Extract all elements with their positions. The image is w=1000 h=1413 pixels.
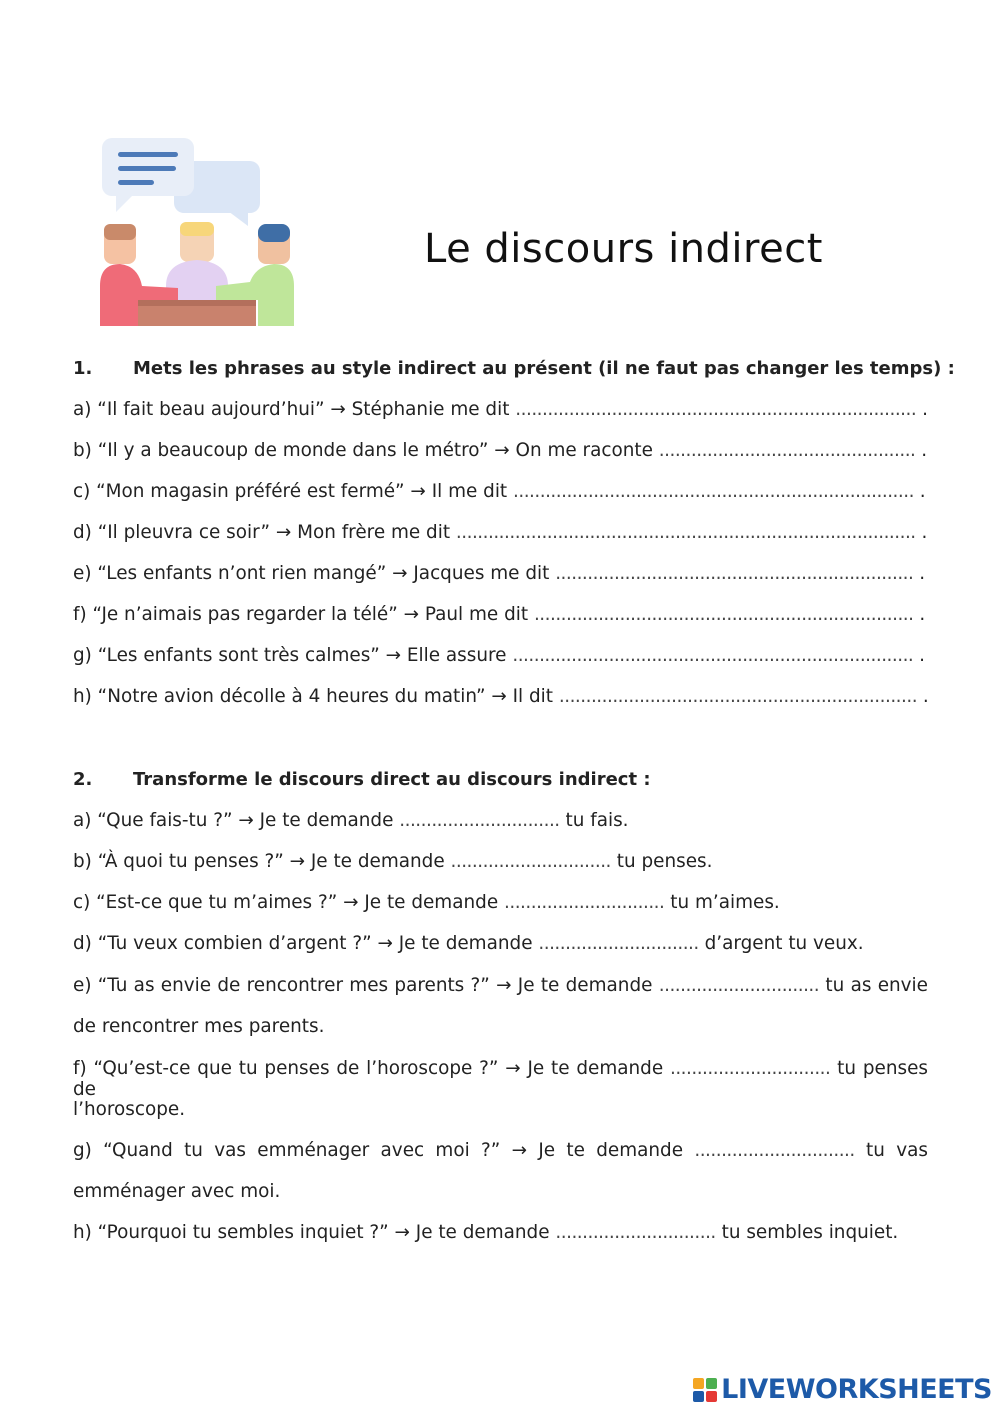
item-prefix: a) “Il fait beau aujourd’hui” → Stéphanie me dit [73, 399, 510, 420]
answer-blank[interactable]: ........................................................................... [515, 399, 917, 420]
item-suffix: tu fais. [559, 810, 629, 831]
item-prefix: d) “Tu veux combien d’argent ?” → Je te demande [73, 933, 533, 954]
item-suffix: tu m’aimes. [664, 892, 780, 913]
item-prefix: h) “Pourquoi tu sembles inquiet ?” → Je te demande [73, 1222, 550, 1243]
answer-blank[interactable]: ...................................................................................... [455, 522, 916, 543]
answer-blank[interactable]: .............................. [669, 1058, 831, 1079]
section1-item-h [73, 686, 928, 707]
section2-item-g-continuation: emménager avec moi. [73, 1181, 281, 1202]
section2-item-c [73, 892, 928, 913]
item-prefix: b) “À quoi tu penses ?” → Je te demande [73, 851, 445, 872]
item-suffix: . [917, 686, 929, 707]
liveworksheets-logo-icon [693, 1378, 717, 1402]
section2-heading-text: Transforme le discours direct au discours indirect : [133, 769, 651, 790]
item-suffix: . [916, 399, 928, 420]
page-title: Le discours indirect [424, 226, 823, 272]
answer-blank[interactable]: ................................................................... [558, 686, 918, 707]
item-suffix: . [913, 645, 925, 666]
section1-item-d [73, 522, 928, 543]
item-suffix: tu as envie [819, 975, 928, 996]
answer-blank[interactable]: ........................................................................... [512, 645, 914, 666]
answer-blank[interactable]: .............................. [538, 933, 699, 954]
answer-blank[interactable]: .............................. [658, 975, 820, 996]
item-prefix: e) “Tu as envie de rencontrer mes parents ?” → Je te demande [73, 975, 653, 996]
answer-blank[interactable]: .............................. [450, 851, 611, 872]
section2-item-g [73, 1140, 928, 1161]
answer-blank[interactable]: ................................................ [658, 440, 916, 461]
item-suffix: . [915, 522, 928, 543]
answer-blank[interactable]: ........................................................................... [513, 481, 914, 502]
item-suffix: . [913, 604, 926, 625]
section1-item-b [73, 440, 928, 461]
item-prefix: e) “Les enfants n’ont rien mangé” → Jacques me dit [73, 563, 550, 584]
item-suffix: . [915, 440, 928, 461]
item-prefix: d) “Il pleuvra ce soir” → Mon frère me dit [73, 522, 451, 543]
section2-item-f-continuation: l’horoscope. [73, 1099, 186, 1120]
section1-heading-text: Mets les phrases au style indirect au présent (il ne faut pas changer les temps) : [133, 358, 955, 379]
item-prefix: c) “Mon magasin préféré est fermé” → Il me dit [73, 481, 508, 502]
answer-blank[interactable]: ................................................................... [555, 563, 914, 584]
item-suffix: . [913, 481, 926, 502]
footer-brand: LIVEWORKSHEETS [721, 1374, 992, 1405]
section2-item-f [73, 1058, 928, 1100]
item-prefix: f) “Qu’est-ce que tu penses de l’horoscope ?” → Je te demande [73, 1058, 664, 1079]
section1-item-g [73, 645, 928, 666]
item-suffix: d’argent tu veux. [698, 933, 864, 954]
item-prefix: g) “Les enfants sont très calmes” → Elle assure [73, 645, 507, 666]
answer-blank[interactable]: .............................. [504, 892, 665, 913]
item-prefix: f) “Je n’aimais pas regarder la télé” → Paul me dit [73, 604, 529, 625]
section2-item-a [73, 810, 928, 831]
section1-item-e [73, 563, 928, 584]
section2-item-b [73, 851, 928, 872]
item-suffix: tu penses de [73, 1058, 928, 1100]
people-chat-icon [98, 136, 298, 330]
section2-number: 2. [73, 769, 93, 790]
answer-blank[interactable]: .............................. [399, 810, 560, 831]
section2-item-d [73, 933, 928, 954]
section1-heading [73, 358, 955, 379]
answer-blank[interactable]: .............................. [555, 1222, 716, 1243]
item-suffix: tu penses. [610, 851, 713, 872]
section2-item-e-continuation: de rencontrer mes parents. [73, 1016, 325, 1037]
liveworksheets-logo[interactable] [693, 1374, 992, 1405]
section1-item-f [73, 604, 928, 625]
item-suffix: . [913, 563, 926, 584]
answer-blank[interactable]: ....................................................................... [533, 604, 914, 625]
section2-item-e [73, 975, 928, 996]
section1-number: 1. [73, 358, 93, 379]
section1-item-c [73, 481, 928, 502]
section2-item-h [73, 1222, 928, 1243]
item-prefix: g) “Quand tu vas emménager avec moi ?” → Je te demande [73, 1140, 684, 1161]
section2-heading [73, 769, 928, 790]
item-prefix: b) “Il y a beaucoup de monde dans le métro” → On me raconte [73, 440, 653, 461]
section1-item-a [73, 399, 928, 420]
item-suffix: tu sembles inquiet. [715, 1222, 899, 1243]
answer-blank[interactable]: .............................. [694, 1140, 855, 1161]
item-prefix: a) “Que fais-tu ?” → Je te demande [73, 810, 394, 831]
item-prefix: c) “Est-ce que tu m’aimes ?” → Je te demande [73, 892, 499, 913]
item-prefix: h) “Notre avion décolle à 4 heures du matin” → Il dit [73, 686, 554, 707]
item-suffix: tu vas [854, 1140, 928, 1161]
